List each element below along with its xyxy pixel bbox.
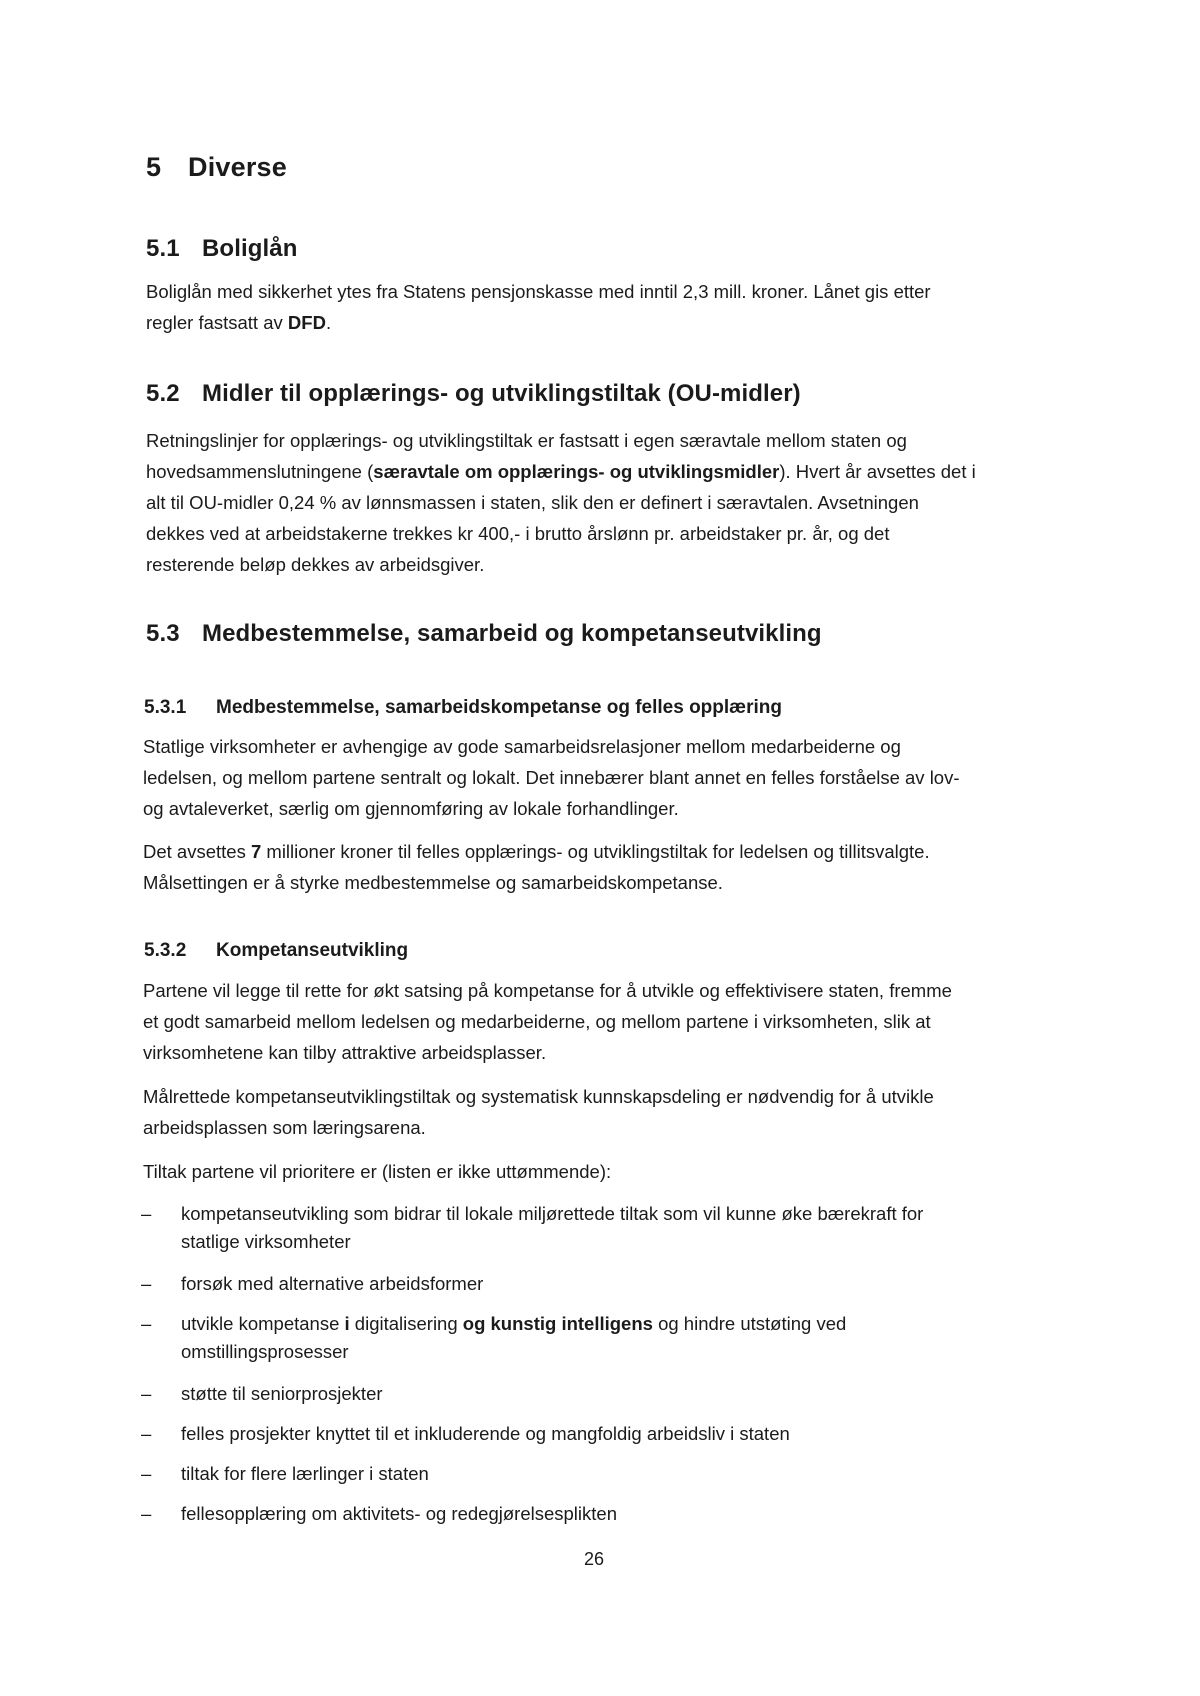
text-line: arbeidsplassen som læringsarena. — [143, 1117, 426, 1138]
section-number: 5.3.2 — [144, 940, 187, 961]
text-line: og avtaleverket, særlig om gjennomføring av lokale forhandlinger. — [143, 798, 679, 819]
section-heading-5 — [146, 152, 287, 183]
text-line: Det avsettes 7 millioner kroner til felles opplærings- og utviklingstiltak for ledelsen og tillitsvalgte. — [143, 841, 930, 862]
paragraph-5-3-1-a — [143, 731, 960, 824]
list-item-text: forsøk med alternative arbeidsformer — [181, 1273, 484, 1294]
dash-bullet: – — [141, 1463, 152, 1484]
list-item-text: kompetanseutvikling som bidrar til lokale miljørettede tiltak som vil kunne øke bærekraft for statlige virksomheter — [181, 1203, 924, 1252]
list-item — [141, 1460, 1091, 1488]
section-number: 5.1 — [146, 235, 180, 262]
section-number: 5.2 — [146, 380, 180, 407]
section-title: Kompetanseutvikling — [216, 940, 409, 961]
list-item-text: støtte til seniorprosjekter — [181, 1383, 383, 1404]
text-line: dekkes ved at arbeidstakerne trekkes kr 400,- i brutto årslønn pr. arbeidstaker pr. år, og det — [146, 523, 890, 544]
text-line: Målrettede kompetanseutviklingstiltak og systematisk kunnskapsdeling er nødvendig for å utvikle — [143, 1086, 934, 1107]
section-title: Boliglån — [202, 235, 298, 262]
dash-bullet: – — [141, 1503, 152, 1524]
text-line: Retningslinjer for opplærings- og utviklingstiltak er fastsatt i egen særavtale mellom staten og — [146, 430, 907, 451]
text-line: resterende beløp dekkes av arbeidsgiver. — [146, 554, 485, 575]
text-line: Boliglån med sikkerhet ytes fra Statens pensjonskasse med inntil 2,3 mill. kroner. Lånet gis etter — [146, 281, 931, 302]
text-line: Tiltak partene vil prioritere er (listen er ikke uttømmende): — [143, 1161, 612, 1182]
text-line: Målsettingen er å styrke medbestemmelse og samarbeidskompetanse. — [143, 872, 723, 893]
text-line: ledelsen, og mellom partene sentralt og lokalt. Det innebærer blant annet en felles forståelse av lov- — [143, 767, 960, 788]
list-item — [141, 1420, 1091, 1448]
paragraph-5-3-2-c — [143, 1156, 611, 1187]
paragraph-5-3-2-a — [143, 975, 952, 1068]
section-title: Midler til opplærings- og utviklingstiltak (OU-midler) — [202, 380, 801, 407]
list-item — [141, 1500, 1091, 1528]
dash-bullet: – — [141, 1313, 152, 1334]
bold-text: særavtale om opplærings- og utviklingsmidler — [373, 461, 780, 482]
section-heading-5-3 — [146, 620, 822, 648]
paragraph-5-2 — [146, 425, 976, 580]
list-item — [141, 1200, 1091, 1252]
text-line: virksomhetene kan tilby attraktive arbeidsplasser. — [143, 1042, 547, 1063]
section-number: 5.3.1 — [144, 697, 187, 718]
section-title: Medbestemmelse, samarbeidskompetanse og felles opplæring — [216, 697, 782, 718]
dash-bullet: – — [141, 1383, 152, 1404]
list-item-text: utvikle kompetanse i digitalisering og kunstig intelligens og hindre utstøting ved omstillingsprosesser — [181, 1313, 847, 1362]
section-heading-5-3-1 — [144, 697, 782, 719]
text-line: hovedsammenslutningene (særavtale om opplærings- og utviklingsmidler). Hvert år avsettes det i — [146, 461, 976, 482]
bold-text: DFD — [287, 312, 326, 333]
section-heading-5-1 — [146, 235, 297, 263]
paragraph-5-3-2-b — [143, 1081, 934, 1143]
list-item-text: fellesopplæring om aktivitets- og redegjørelsesplikten — [181, 1503, 617, 1524]
dash-bullet: – — [141, 1203, 152, 1224]
text-line: regler fastsatt av DFD. — [146, 312, 332, 333]
list-item — [141, 1270, 1091, 1298]
paragraph-5-1 — [146, 276, 931, 338]
dash-bullet: – — [141, 1423, 152, 1444]
paragraph-5-3-1-b — [143, 836, 930, 898]
list-item-text: felles prosjekter knyttet til et inkluderende og mangfoldig arbeidsliv i staten — [181, 1423, 790, 1444]
section-number: 5 — [146, 152, 162, 182]
section-heading-5-3-2 — [144, 940, 408, 962]
list-item — [141, 1380, 1091, 1408]
list-item-text: tiltak for flere lærlinger i staten — [181, 1463, 429, 1484]
bold-text: og kunstig intelligens — [462, 1313, 653, 1334]
section-number: 5.3 — [146, 620, 180, 647]
dash-bullet: – — [141, 1273, 152, 1294]
section-title: Medbestemmelse, samarbeid og kompetanseutvikling — [202, 620, 822, 647]
page-number: 26 — [584, 1549, 605, 1569]
text-line: Statlige virksomheter er avhengige av gode samarbeidsrelasjoner mellom medarbeiderne og — [143, 736, 901, 757]
section-title: Diverse — [188, 152, 287, 182]
list-item — [141, 1310, 1091, 1362]
text-line: et godt samarbeid mellom ledelsen og medarbeiderne, og mellom partene i virksomheten, slik at — [143, 1011, 931, 1032]
bold-text: 7 — [250, 841, 262, 862]
section-heading-5-2 — [146, 380, 801, 408]
text-line: alt til OU-midler 0,24 % av lønnsmassen i staten, slik den er definert i særavtalen. Avsetningen — [146, 492, 919, 513]
text-line: Partene vil legge til rette for økt satsing på kompetanse for å utvikle og effektivisere staten, fremme — [143, 980, 952, 1001]
bold-text: i — [344, 1313, 350, 1334]
